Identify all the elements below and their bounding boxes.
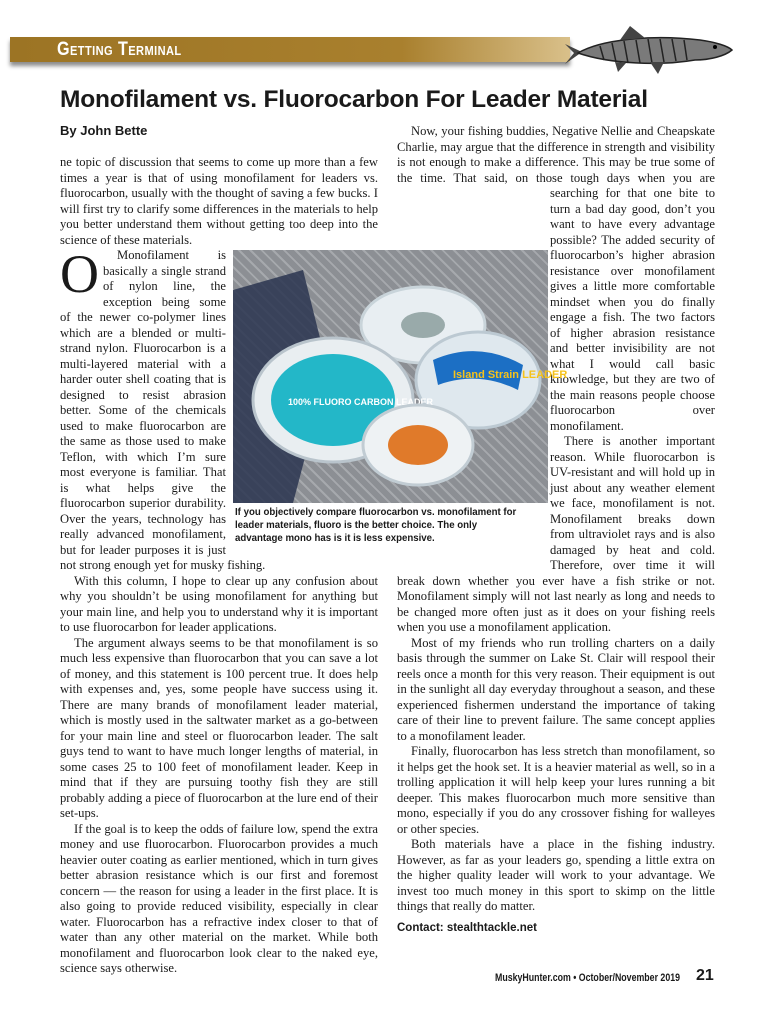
paragraph: O ne topic of discussion that seems to come up more than a few times a year is that of using monofilament for leaders vs. fluorocarbon, usually with the thought of saving a few bucks. I will first try to clarify some differences in the materials to help you better understand them without getting too deep into the science of these materials. — [60, 155, 378, 304]
contact-line: Contact: stealthtackle.net — [397, 921, 537, 934]
photo-caption: If you objectively compare fluorocarbon vs. monofilament for leader materials, fluoro is the better choice. The only advantage mono has is it is less expensive. — [235, 506, 517, 544]
paragraph: Finally, fluorocarbon has less stretch than monofilament, so it helps get the hook set. It is a heavier material as well, so in a trolling application it will help keep your lures running a bit deeper. This makes fluorocarbon much more sensitive than mono, especially if you do any crossover fishing for walleyes or other species. — [397, 744, 715, 836]
spool-label: 100% FLUORO CARBON LEADER — [288, 397, 434, 407]
article-photo — [233, 250, 568, 503]
spool-label: Island Strain LEADER — [453, 369, 568, 381]
paragraph: Both materials have a place in the fishing industry. However, as far as your leaders go, spending a little extra on the higher quality leader will work to your advantage. We invest too much money in this sport to skimp on the little things that really do matter. — [397, 837, 715, 913]
page-number: 21 — [696, 967, 714, 984]
section-banner — [10, 37, 570, 62]
footer-publication: MuskyHunter.com • October/November 2019 — [495, 972, 681, 984]
paragraph: If the goal is to keep the odds of failure low, spend the extra money and use fluorocarbon. Fluorocarbon provides a much heavier outer coating as earlier mentioned, which in turn gives better abrasion resistance which is our first and foremost concern — the reason for using a leader in the first place. It is also going to provide reduced visibility, especially in clear water. Fluorocarbon has a refractive index closer to that of water than any other material on the market. While both monofilament and fluorocarbon look clear to the naked eye, science says otherwise. — [60, 821, 378, 975]
paragraph: There is another important reason. While fluorocarbon is UV-resistant and will hold up in just about any weather element we face, monofilament is not. Monofilament breaks down from ultraviolet rays and is also damaged by heat and cold. Therefore, over time it will break down whether you ever have a fish strike or not. Monofilament simply will not last nearly as long and needs to be changed more often just as it does on your fishing reels when you use a monofilament application. — [397, 434, 715, 634]
paragraph: Now, your fishing buddies, Negative Nellie and Cheapskate Charlie, may argue that the difference in strength and visibility is not enough to make a difference. This may be true some of the time. That said, on those tough days when you are searching for that one bite to turn a bad day good, don’t you want to have every advantage possible? The added security of fluorocarbon’s higher abrasion resistance over monofilament gives a little more comfortable mindset when you do finally engage a fish. The two factors of higher abrasion resistance and better invisibility are not what I would call basic knowledge, but they are two of the main reasons people choose fluorocarbon over monofilament. — [397, 124, 715, 433]
byline: By John Bette — [60, 123, 148, 138]
paragraph: Most of my friends who run trolling charters on a daily basis through the summer on Lake St. Clair will respool their reels once a month for this very reason. Their equipment is out in the sunlight all day everyday throughout a season, and these experienced fishermen understand the importance of taking care of their line to prevent failure. The same concept applies to a monofilament leader. — [397, 635, 715, 743]
section-title: Getting Terminal — [57, 39, 182, 60]
paragraph: The argument always seems to be that monofilament is so much less expensive than fluorocarbon that you can save a lot of money, and this statement is 100 percent true. It does help with expenses and, yes, some people have success using it. There are many brands of monofilament leader material, which is mostly used in the saltwater market as a go-between for your main line and steel or fluorocarbon leader. The salt guys tend to want to have much longer lengths of material, in some cases 25 to 100 feet of monofilament leader. Keep in mind that if they are pursuing toothy fish they are still probably adding a piece of fluorocarbon at the lure end of their set-ups. — [60, 635, 378, 820]
drop-cap: O — [60, 244, 99, 304]
paragraph: Monofilament is basically a single strand of nylon line, the exception being some of the newer co-polymer lines which are a blended or multi-strand nylon. Fluorocarbon is a multi-layered material with a harder outer shell coating that is designed to resist abrasion better. Some of the chemicals used to make fluorocarbon are the same as those used to make Teflon, with which I’m sure most everyone is familiar. That is what helps give the fluorocarbon superior durability. Over the years, technology has really advanced monofilament, but for leader purposes it is just not strong enough yet for musky fishing. — [60, 248, 266, 572]
musky-fish-icon — [560, 22, 735, 80]
paragraph: With this column, I hope to clear up any confusion about why you shouldn’t be using monofilament for anything but your main line, and help you to understand why it is important to use fluorocarbon for leader applications. — [60, 573, 378, 634]
article-title: Monofilament vs. Fluorocarbon For Leader Material — [60, 86, 648, 113]
